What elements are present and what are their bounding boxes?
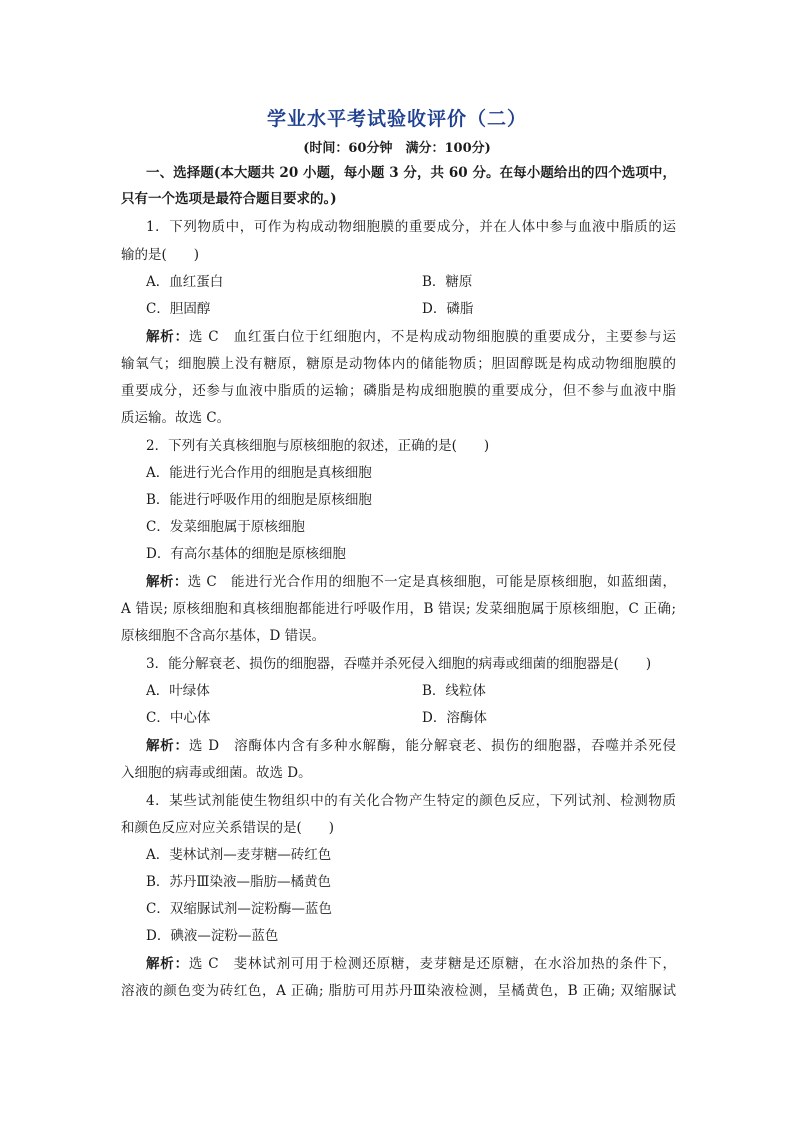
section-instruction-2: 只有一个选项是最符合题目要求的。) xyxy=(121,191,337,207)
q4-option-a: A．斐林试剂—麦芽糖—砖红色 xyxy=(146,847,332,863)
q2-analysis-label: 解析： xyxy=(146,574,188,590)
q1-option-d: D．磷脂 xyxy=(422,301,474,317)
q4-analysis-label: 解析： xyxy=(146,956,189,972)
q4-analysis-text-1: 选 C 斐林试剂可用于检测还原糖，麦芽糖是还原糖，在水浴加热的条件下， xyxy=(188,956,677,972)
section-instruction-1: (本大题共 20 小题，每小题 3 分，共 60 分。在每小题给出的四个选项中， xyxy=(213,165,677,181)
page-title: 学业水平考试验收评价（二） xyxy=(266,108,527,130)
q1-analysis-label: 解析： xyxy=(146,329,189,345)
q2-analysis-2: A 错误; 原核细胞和真核细胞都能进行呼吸作用，B 错误; 发菜细胞属于原核细胞，C 正确; xyxy=(121,601,676,617)
q3-analysis-label: 解析： xyxy=(146,738,189,754)
q3-option-d: D．溶酶体 xyxy=(422,710,487,726)
q2-analysis-text-1: 选 C 能进行光合作用的细胞不一定是真核细胞，可能是原核细胞，如蓝细菌， xyxy=(187,574,677,590)
q1-stem-2: 输的是( ) xyxy=(121,247,200,263)
q2-analysis-3: 原核细胞不含高尔基体，D 错误。 xyxy=(121,628,326,644)
q1-analysis-text-1: 选 C 血红蛋白位于红细胞内，不是构成动物细胞膜的重要成分，主要参与运 xyxy=(188,329,677,345)
q1-option-a: A．血红蛋白 xyxy=(146,274,224,290)
exam-info: (时间：60分钟 满分：100分) xyxy=(303,141,491,156)
q3-stem: 3．能分解衰老、损伤的细胞器，吞噬并杀死侵入细胞的病毒或细菌的细胞器是( ) xyxy=(146,656,652,672)
q3-analysis-1 xyxy=(146,736,676,756)
q2-stem: 2．下列有关真核细胞与原核细胞的叙述，正确的是( ) xyxy=(146,438,490,454)
q1-option-c: C．胆固醇 xyxy=(146,301,211,317)
q2-option-c: C．发菜细胞属于原核细胞 xyxy=(146,519,305,535)
q4-option-d: D．碘液—淀粉—蓝色 xyxy=(146,928,279,944)
q4-option-c: C．双缩脲试剂—淀粉酶—蓝色 xyxy=(146,901,332,917)
q4-option-b: B．苏丹Ⅲ染液—脂肪—橘黄色 xyxy=(146,874,331,890)
q1-analysis-2: 输氧气；细胞膜上没有糖原，糖原是动物体内的储能物质；胆固醇既是构成动物细胞膜的 xyxy=(121,356,676,372)
q3-analysis-2: 入细胞的病毒或细菌。故选 D。 xyxy=(121,765,312,781)
q3-option-c: C．中心体 xyxy=(146,710,211,726)
q1-analysis-3: 重要成分，还参与血液中脂质的运输；磷脂是构成细胞膜的重要成分，但不参与血液中脂 xyxy=(121,383,676,399)
q4-stem-2: 和颜色反应对应关系错误的是( ) xyxy=(121,820,335,836)
q3-option-b: B．线粒体 xyxy=(422,683,486,699)
q1-stem-1: 1．下列物质中，可作为构成动物细胞膜的重要成分，并在人体中参与血液中脂质的运 xyxy=(146,219,676,235)
q2-option-d: D．有高尔基体的细胞是原核细胞 xyxy=(146,546,346,562)
q3-analysis-text-1: 选 D 溶酶体内含有多种水解酶，能分解衰老、损伤的细胞器，吞噬并杀死侵 xyxy=(188,738,676,754)
q1-analysis-4: 质运输。故选 C。 xyxy=(121,410,231,426)
q2-analysis-1 xyxy=(146,572,676,592)
q1-analysis-1 xyxy=(146,327,676,347)
section-heading: 一、选择题 xyxy=(146,165,214,181)
q3-option-a: A．叶绿体 xyxy=(146,683,210,699)
q2-option-a: A．能进行光合作用的细胞是真核细胞 xyxy=(146,465,372,481)
q1-option-b: B．糖原 xyxy=(422,274,473,290)
q4-analysis-2: 溶液的颜色变为砖红色，A 正确; 脂肪可用苏丹Ⅲ染液检测，呈橘黄色，B 正确; 双缩脲试 xyxy=(121,983,676,999)
section-heading-line xyxy=(146,163,676,183)
q2-option-b: B．能进行呼吸作用的细胞是原核细胞 xyxy=(146,492,372,508)
q4-analysis-1 xyxy=(146,954,676,974)
q4-stem-1: 4．某些试剂能使生物组织中的有关化合物产生特定的颜色反应，下列试剂、检测物质 xyxy=(146,793,676,809)
